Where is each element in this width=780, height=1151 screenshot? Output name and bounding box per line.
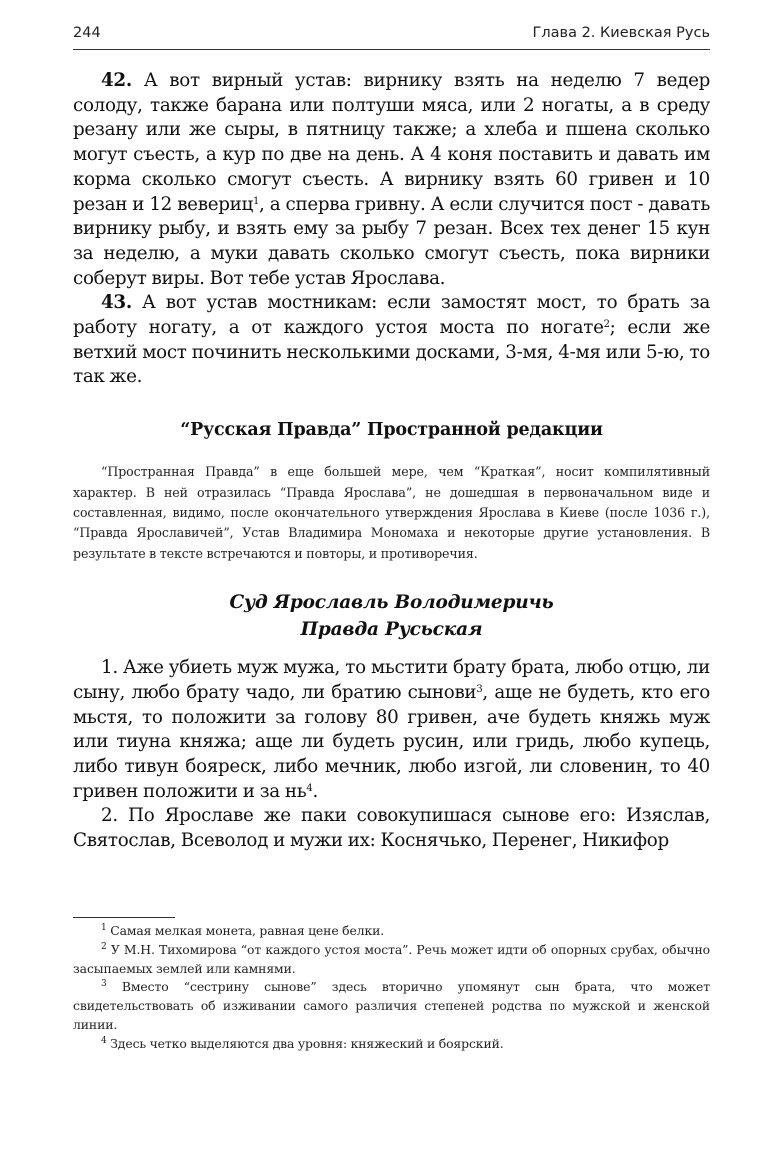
paragraph-number: 43. — [101, 292, 132, 314]
footnote-4 — [73, 1035, 710, 1054]
footnote-mark: 4 — [101, 1035, 107, 1046]
article-text: , аще не будеть, кто его мьстя, то положити за голову 80 гривен, аче будеть княжь муж или тиуна княжа; аще ли будеть русин, или гридь, любо купець, либо тивун бояреск, либо мечник, любо изгой, ли словенин, то 40 гривен положити и за нь — [73, 681, 710, 802]
paragraph-text: А вот вирный устав: вирнику взять на неделю 7 ведер солоду, также барана или полтуши мяса, или 2 ногаты, а в среду резану или же сыры, в пятницу также; а хлеба и пшена сколько могут съесть, а кур по две на день. А 4 коня поставить и давать им корма сколько смогут съесть. А вирнику взять 60 гривен и 10 резан и 12 вевериц — [73, 70, 711, 215]
page-number: 244 — [73, 25, 101, 41]
paragraph-text: ; если же ветхий мост починить несколькими досками, 3-мя, 4-мя или 5-ю, то так же. — [73, 317, 711, 388]
section-intro: “Пространная Правда” в еще большей мере, чем “Краткая”, носит компилятивный характер. В ней отразилась “Правда Ярослава”, не дошедшая в первоначальном виде и составленная, видимо, после окончательного утверждения Ярослава в Киеве (после 1036 г.), “Правда Ярославичей”, Устав Владимира Мономаха и некоторые другие установления. В результате в тексте встречаются и повторы, и противоречия. — [73, 464, 710, 561]
article-text: Аже убиеть муж мужа, то мьстити брату брата, любо отцю, ли сыну, любо брату чадо, ли братию сынови — [73, 657, 710, 703]
section-title: “Русская Правда” Пространной редакции — [180, 420, 603, 441]
footnote-rule — [73, 917, 175, 918]
article-number: 1. — [101, 657, 118, 679]
article-text: По Ярославе же паки совокупишася сынове его: Изяслав, Святослав, Всеволод и мужи их: Коснячько, Перенег, Никифор — [73, 805, 710, 852]
footnote-3 — [73, 978, 710, 1034]
chapter-title: Глава 2. Киевская Русь — [532, 25, 710, 41]
footnote-text: Здесь четко выделяются два уровня: княжеский и боярский. — [110, 1035, 504, 1051]
page-body — [73, 69, 710, 854]
footnote-1 — [73, 922, 710, 941]
footnote-ref: 2 — [603, 319, 610, 331]
footnote-ref: 4 — [306, 782, 313, 794]
paragraph-text: А вот устав мостникам: если замостят мост, то брать за работу ногату, а от каждого устоя моста по ногате — [73, 292, 710, 339]
footnote-ref: 3 — [476, 683, 483, 695]
footnote-mark: 1 — [101, 923, 107, 933]
paragraph-42 — [73, 69, 710, 291]
footnotes — [73, 922, 710, 1054]
footnote-mark: 2 — [101, 941, 107, 952]
subtitle-line-1: Суд Ярославль Володимеричь — [229, 592, 554, 614]
document-subtitle — [73, 589, 710, 643]
article-1 — [73, 656, 710, 804]
paragraph-text: , а сперва гривну. А если случится пост - давать вирнику рыбу, и взять ему за рыбу 7 резан. Всех тех денег 15 кун за неделю, а муки давать сколько смогут съесть, пока вирники соберут виры. Вот тебе устав Ярослава. — [73, 193, 711, 289]
footnote-mark: 3 — [101, 979, 107, 990]
article-2 — [73, 804, 710, 853]
footnote-text: Вместо “сестрину сынове” здесь вторично упомянут сын брата, что может свидетельствовать об изживании самого различия степеней родства по мужской и женской линии. — [73, 979, 710, 1032]
header-rule — [73, 49, 710, 50]
article-text: . — [312, 780, 318, 802]
article-number: 2. — [101, 805, 118, 827]
footnote-text: Самая мелкая монета, равная цене белки. — [110, 923, 385, 938]
paragraph-number: 42. — [101, 70, 132, 91]
footnote-ref: 1 — [252, 195, 260, 207]
paragraph-43 — [73, 291, 710, 390]
running-header — [73, 23, 710, 49]
subtitle-line-2: Правда Русьская — [300, 619, 483, 641]
footnote-text: У М.Н. Тихомирова “от каждого устоя моста”. Речь может идти об опорных срубах, обычно засыпаемых землей или камнями. — [73, 941, 711, 976]
footnote-2 — [73, 941, 710, 979]
